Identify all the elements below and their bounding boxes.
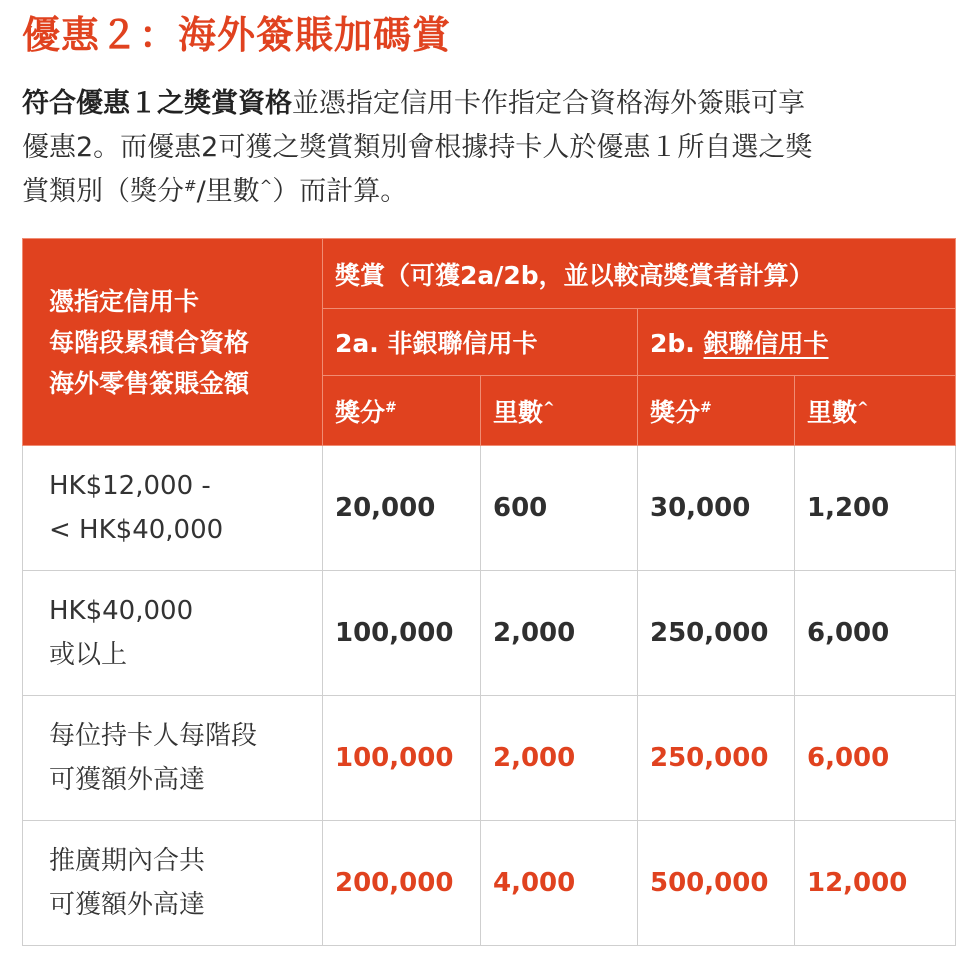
cell-miles-b: 6,000	[795, 696, 956, 821]
cell-miles-b: 12,000	[795, 821, 956, 946]
col-points-a-mark: #	[385, 399, 397, 416]
page-title: 優惠２：海外簽賬加碼賞	[22, 13, 452, 57]
intro-line3-mid: /里數	[196, 176, 260, 207]
row-label	[23, 446, 323, 571]
col-points-a-label: 獎分	[335, 397, 386, 427]
group-b-prefix: 2b.	[650, 329, 704, 358]
cell-points-a: 20,000	[323, 446, 481, 571]
table-row	[23, 571, 956, 696]
row-label-line: HK$40,000	[49, 596, 194, 626]
group-b-header	[638, 309, 956, 376]
row-label	[23, 696, 323, 821]
reward-group-header: 獎賞（可獲2a/2b，並以較高獎賞者計算）	[323, 239, 956, 309]
col-miles-b-mark: ^	[857, 399, 869, 416]
cell-miles-a: 600	[481, 446, 638, 571]
table-row	[23, 821, 956, 946]
group-a-header	[323, 309, 638, 376]
cell-miles-a: 4,000	[481, 821, 638, 946]
intro-line1: 並憑指定信用卡作指定合資格海外簽賬可享	[292, 88, 805, 119]
spend-header-line-2: 每階段累積合資格	[49, 327, 250, 357]
col-points-b-label: 獎分	[650, 397, 701, 427]
spend-header-line-3: 海外零售簽賬金額	[49, 368, 250, 398]
group-a-prefix: 2a.	[335, 329, 388, 358]
cell-points-b: 250,000	[638, 696, 795, 821]
table-row	[23, 696, 956, 821]
spend-column-header	[23, 239, 323, 446]
intro-bold-lead: 符合優惠１之獎賞資格	[22, 88, 292, 119]
cell-miles-b: 6,000	[795, 571, 956, 696]
col-miles-a-label: 里數	[493, 397, 544, 427]
cell-miles-a: 2,000	[481, 696, 638, 821]
unionpay-link[interactable]: 銀聯信用卡	[703, 329, 829, 358]
row-label	[23, 571, 323, 696]
cell-points-a: 100,000	[323, 571, 481, 696]
group-a-label: 非銀聯信用卡	[387, 329, 538, 358]
spend-header-line-1: 憑指定信用卡	[49, 286, 200, 316]
cell-points-b: 500,000	[638, 821, 795, 946]
cell-points-b: 250,000	[638, 571, 795, 696]
caret-mark: ^	[259, 177, 273, 195]
row-label-line: 可獲額外高達	[49, 765, 206, 795]
intro-line3-end: ）而計算。	[272, 176, 408, 207]
intro-line3-pre: 賞類別（獎分	[22, 176, 184, 207]
col-miles-a	[481, 376, 638, 446]
intro-line2: 優惠2。而優惠2可獲之獎賞類別會根據持卡人於優惠１所自選之獎	[22, 132, 813, 163]
table-row	[23, 446, 956, 571]
hash-mark: #	[184, 177, 197, 195]
cell-miles-b: 1,200	[795, 446, 956, 571]
row-label-line: 推廣期內合共	[49, 846, 206, 876]
cell-miles-a: 2,000	[481, 571, 638, 696]
cell-points-a: 200,000	[323, 821, 481, 946]
row-label-line: < HK$40,000	[49, 515, 224, 545]
intro-paragraph	[22, 82, 957, 214]
col-miles-b-label: 里數	[807, 397, 858, 427]
row-label-line: 可獲額外高達	[49, 890, 206, 920]
col-miles-a-mark: ^	[543, 399, 555, 416]
col-miles-b	[795, 376, 956, 446]
rewards-table	[22, 238, 956, 946]
row-label-line: HK$12,000 -	[49, 471, 211, 501]
cell-points-a: 100,000	[323, 696, 481, 821]
cell-points-b: 30,000	[638, 446, 795, 571]
row-label-line: 每位持卡人每階段	[49, 721, 258, 751]
col-points-b	[638, 376, 795, 446]
row-label	[23, 821, 323, 946]
row-label-line: 或以上	[49, 640, 128, 670]
col-points-a	[323, 376, 481, 446]
col-points-b-mark: #	[700, 399, 712, 416]
